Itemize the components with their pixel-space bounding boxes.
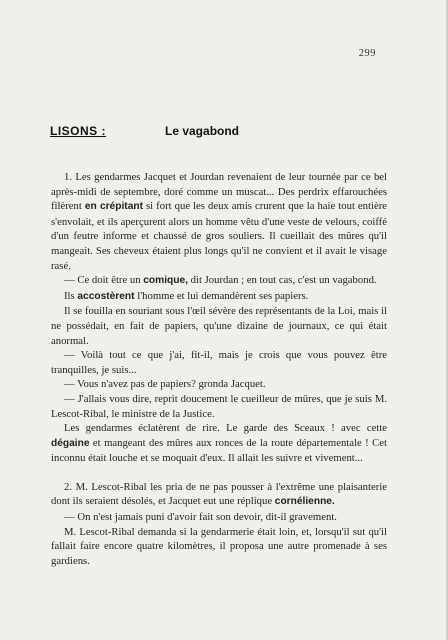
paragraph-8 (51, 421, 387, 466)
paragraph-7: — J'allais vous dire, reprit doucement le cueilleur de mûres, que je suis M. Lescot-Ribal, le ministre de la Justice. (51, 392, 387, 420)
paragraph-6: — Vous n'avez pas de papiers? gronda Jacquet. (64, 378, 266, 391)
paragraph-2 (51, 273, 387, 289)
page-number: 299 (358, 48, 376, 59)
paragraph-9-bold: cornélienne. (274, 496, 335, 508)
paragraph-1-bold: en crépitant (84, 201, 143, 213)
paragraph-3-bold: accostèrent (77, 290, 135, 302)
paragraph-3-text-a: Ils (64, 289, 78, 302)
paragraph-10: — On n'est jamais puni d'avoir fait son devoir, dit-il gravement. (64, 511, 337, 524)
paragraph-9-text-a: 2. M. Lescot-Ribal les pria de ne pas pousser à l'extrême une plaisanterie dont ils seraient désolés, et Jacquet eut une réplique (51, 480, 387, 508)
paragraph-8-text-a: Les gendarmes éclatèrent de rire. Le garde des Sceaux ! avec cette (64, 422, 387, 435)
paragraph-9 (51, 480, 387, 510)
paragraph-1 (51, 170, 387, 273)
paragraph-4: Il se fouilla en souriant sous l'œil sévère des représentants de la Loi, mais il ne possédait, en fait de papiers, qu'une dizaine de journaux, ce qui était anormal. (51, 305, 387, 347)
story-text (51, 170, 387, 568)
paragraph-11: M. Lescot-Ribal demanda si la gendarmerie était loin, et, lorsqu'il sut qu'il fallait faire encore quatre kilomètres, il proposa une autre promenade à ses gardiens. (51, 525, 387, 567)
paragraph-3-text-c: l'homme et lui demandèrent ses papiers. (134, 289, 309, 302)
section-heading (50, 124, 390, 138)
paragraph-8-text-c: et mangeant des mûres aux ronces de la route départementale ! Cet inconnu était louche et se moquait d'eux. Il allait les suivre et vivement... (51, 436, 387, 465)
paragraph-1-text-a: 1. Les gendarmes Jacquet et Jourdan revenaient de leur tournée par ce bel après-midi de septembre, doré comme un muscat... Des perdrix effarouchées filèrent (51, 171, 387, 213)
paragraph-2-bold: comique, (143, 275, 188, 287)
story-title: Le vagabond (165, 124, 240, 138)
paragraph-8-bold: dégaine (51, 437, 90, 449)
paragraph-2-text-c: dit Jourdan ; en tout cas, c'est un vagabond. (187, 274, 377, 287)
paragraph-3 (51, 289, 387, 305)
heading-label: LISONS : (50, 124, 107, 138)
paragraph-2-text-a: — Ce doit être un (64, 274, 144, 287)
paragraph-5: — Voilà tout ce que j'ai, fit-il, mais je crois que vous pouvez être tranquilles, je suis... (51, 349, 387, 376)
paragraph-1-text-c: si fort que les deux amis crurent que la haie tout entière s'envolait, et ils aperçurent alors un homme vêtu d'une veste de velours, coiffé d'un feutre informe et chaussé de gros souliers. Il cueillait des mûres qu'il mangeait. Ses cheveux étaient plus longs qu'il ne convient et il avait le visage rasé. (51, 200, 388, 272)
